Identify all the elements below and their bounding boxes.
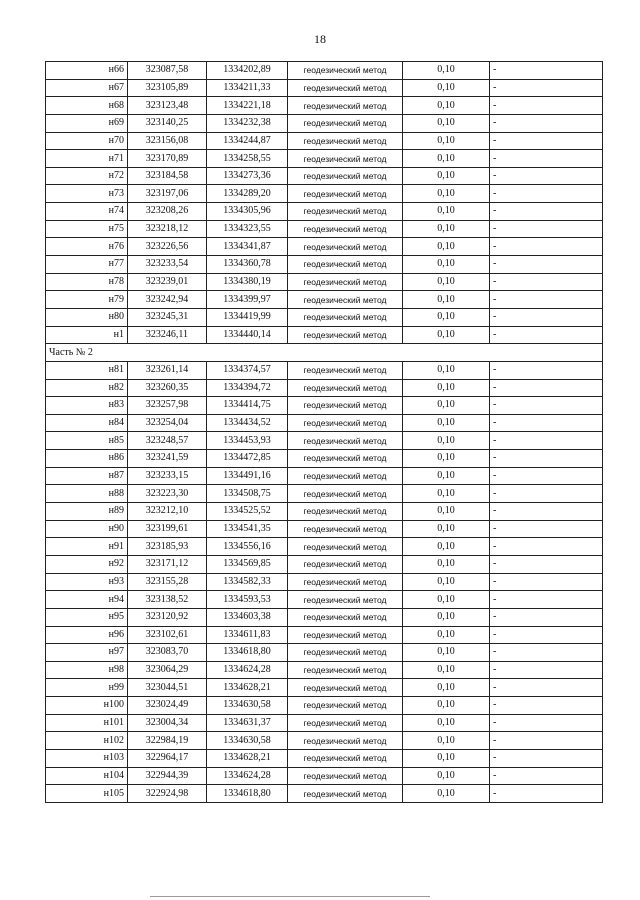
description-cell: -: [490, 326, 603, 344]
x-coordinate-cell: 323156,08: [128, 132, 207, 150]
point-cell: н79: [46, 291, 128, 309]
table-row: [46, 167, 603, 185]
method-cell: геодезический метод: [288, 450, 403, 468]
description-cell: -: [490, 732, 603, 750]
table-row: [46, 185, 603, 203]
table-row: [46, 785, 603, 803]
y-coordinate-cell: 1334541,35: [207, 520, 288, 538]
point-cell: н69: [46, 114, 128, 132]
x-coordinate-cell: 323242,94: [128, 291, 207, 309]
description-cell: -: [490, 414, 603, 432]
x-coordinate-cell: 323138,52: [128, 591, 207, 609]
accuracy-cell: 0,10: [403, 132, 490, 150]
table-row: [46, 114, 603, 132]
y-coordinate-cell: 1334341,87: [207, 238, 288, 256]
method-cell: геодезический метод: [288, 608, 403, 626]
table-row: [46, 626, 603, 644]
x-coordinate-cell: 323170,89: [128, 150, 207, 168]
description-cell: -: [490, 79, 603, 97]
x-coordinate-cell: 323083,70: [128, 644, 207, 662]
accuracy-cell: 0,10: [403, 97, 490, 115]
point-cell: н82: [46, 379, 128, 397]
x-coordinate-cell: 323064,29: [128, 661, 207, 679]
x-coordinate-cell: 323102,61: [128, 626, 207, 644]
point-cell: н97: [46, 644, 128, 662]
point-cell: н78: [46, 273, 128, 291]
description-cell: -: [490, 644, 603, 662]
point-cell: н77: [46, 256, 128, 274]
x-coordinate-cell: 322984,19: [128, 732, 207, 750]
point-cell: н70: [46, 132, 128, 150]
accuracy-cell: 0,10: [403, 256, 490, 274]
accuracy-cell: 0,10: [403, 150, 490, 168]
method-cell: геодезический метод: [288, 467, 403, 485]
point-cell: н71: [46, 150, 128, 168]
description-cell: -: [490, 555, 603, 573]
accuracy-cell: 0,10: [403, 767, 490, 785]
description-cell: -: [490, 203, 603, 221]
y-coordinate-cell: 1334374,57: [207, 361, 288, 379]
x-coordinate-cell: 323226,56: [128, 238, 207, 256]
description-cell: -: [490, 608, 603, 626]
table-row: [46, 450, 603, 468]
y-coordinate-cell: 1334624,28: [207, 661, 288, 679]
y-coordinate-cell: 1334211,33: [207, 79, 288, 97]
method-cell: геодезический метод: [288, 256, 403, 274]
table-row: [46, 361, 603, 379]
point-cell: н84: [46, 414, 128, 432]
accuracy-cell: 0,10: [403, 467, 490, 485]
description-cell: -: [490, 132, 603, 150]
table-row: [46, 661, 603, 679]
method-cell: геодезический метод: [288, 573, 403, 591]
method-cell: геодезический метод: [288, 714, 403, 732]
table-row: [46, 291, 603, 309]
description-cell: -: [490, 697, 603, 715]
table-row: [46, 150, 603, 168]
description-cell: -: [490, 626, 603, 644]
method-cell: геодезический метод: [288, 397, 403, 415]
accuracy-cell: 0,10: [403, 591, 490, 609]
description-cell: -: [490, 379, 603, 397]
x-coordinate-cell: 323218,12: [128, 220, 207, 238]
accuracy-cell: 0,10: [403, 450, 490, 468]
point-cell: н92: [46, 555, 128, 573]
accuracy-cell: 0,10: [403, 749, 490, 767]
y-coordinate-cell: 1334611,83: [207, 626, 288, 644]
table-row: [46, 732, 603, 750]
table-row: [46, 256, 603, 274]
method-cell: геодезический метод: [288, 220, 403, 238]
table-row: [46, 97, 603, 115]
y-coordinate-cell: 1334556,16: [207, 538, 288, 556]
accuracy-cell: 0,10: [403, 644, 490, 662]
y-coordinate-cell: 1334202,89: [207, 62, 288, 80]
accuracy-cell: 0,10: [403, 714, 490, 732]
y-coordinate-cell: 1334453,93: [207, 432, 288, 450]
point-cell: н99: [46, 679, 128, 697]
point-cell: н100: [46, 697, 128, 715]
method-cell: геодезический метод: [288, 767, 403, 785]
y-coordinate-cell: 1334258,55: [207, 150, 288, 168]
x-coordinate-cell: 323123,48: [128, 97, 207, 115]
method-cell: геодезический метод: [288, 150, 403, 168]
description-cell: -: [490, 679, 603, 697]
accuracy-cell: 0,10: [403, 661, 490, 679]
x-coordinate-cell: 323241,59: [128, 450, 207, 468]
table-row: [46, 538, 603, 556]
method-cell: геодезический метод: [288, 732, 403, 750]
y-coordinate-cell: 1334624,28: [207, 767, 288, 785]
x-coordinate-cell: 323199,61: [128, 520, 207, 538]
point-cell: н105: [46, 785, 128, 803]
accuracy-cell: 0,10: [403, 326, 490, 344]
y-coordinate-cell: 1334593,53: [207, 591, 288, 609]
accuracy-cell: 0,10: [403, 555, 490, 573]
method-cell: геодезический метод: [288, 661, 403, 679]
x-coordinate-cell: 323254,04: [128, 414, 207, 432]
y-coordinate-cell: 1334525,52: [207, 503, 288, 521]
method-cell: геодезический метод: [288, 626, 403, 644]
method-cell: геодезический метод: [288, 308, 403, 326]
description-cell: -: [490, 273, 603, 291]
table-row: [46, 203, 603, 221]
point-cell: н102: [46, 732, 128, 750]
table-row: [46, 132, 603, 150]
x-coordinate-cell: 323155,28: [128, 573, 207, 591]
x-coordinate-cell: 323171,12: [128, 555, 207, 573]
x-coordinate-cell: 322964,17: [128, 749, 207, 767]
x-coordinate-cell: 323257,98: [128, 397, 207, 415]
method-cell: геодезический метод: [288, 79, 403, 97]
table-row: [46, 679, 603, 697]
method-cell: геодезический метод: [288, 697, 403, 715]
table-row: [46, 608, 603, 626]
description-cell: -: [490, 150, 603, 168]
description-cell: -: [490, 308, 603, 326]
table-row: [46, 573, 603, 591]
point-cell: н93: [46, 573, 128, 591]
point-cell: н76: [46, 238, 128, 256]
accuracy-cell: 0,10: [403, 485, 490, 503]
y-coordinate-cell: 1334414,75: [207, 397, 288, 415]
description-cell: -: [490, 467, 603, 485]
accuracy-cell: 0,10: [403, 273, 490, 291]
y-coordinate-cell: 1334618,80: [207, 785, 288, 803]
coordinates-table-body: [46, 62, 603, 803]
description-cell: -: [490, 450, 603, 468]
point-cell: н98: [46, 661, 128, 679]
description-cell: -: [490, 767, 603, 785]
point-cell: н96: [46, 626, 128, 644]
y-coordinate-cell: 1334232,38: [207, 114, 288, 132]
x-coordinate-cell: 323212,10: [128, 503, 207, 521]
accuracy-cell: 0,10: [403, 432, 490, 450]
method-cell: геодезический метод: [288, 132, 403, 150]
x-coordinate-cell: 323248,57: [128, 432, 207, 450]
y-coordinate-cell: 1334289,20: [207, 185, 288, 203]
point-cell: н91: [46, 538, 128, 556]
y-coordinate-cell: 1334221,18: [207, 97, 288, 115]
accuracy-cell: 0,10: [403, 785, 490, 803]
x-coordinate-cell: 323184,58: [128, 167, 207, 185]
x-coordinate-cell: 323246,11: [128, 326, 207, 344]
description-cell: -: [490, 62, 603, 80]
x-coordinate-cell: 323105,89: [128, 79, 207, 97]
method-cell: геодезический метод: [288, 679, 403, 697]
accuracy-cell: 0,10: [403, 538, 490, 556]
accuracy-cell: 0,10: [403, 679, 490, 697]
point-cell: н89: [46, 503, 128, 521]
accuracy-cell: 0,10: [403, 114, 490, 132]
x-coordinate-cell: 323024,49: [128, 697, 207, 715]
x-coordinate-cell: 323185,93: [128, 538, 207, 556]
y-coordinate-cell: 1334582,33: [207, 573, 288, 591]
point-cell: н75: [46, 220, 128, 238]
accuracy-cell: 0,10: [403, 520, 490, 538]
y-coordinate-cell: 1334508,75: [207, 485, 288, 503]
table-row: [46, 432, 603, 450]
y-coordinate-cell: 1334472,85: [207, 450, 288, 468]
method-cell: геодезический метод: [288, 555, 403, 573]
accuracy-cell: 0,10: [403, 220, 490, 238]
description-cell: -: [490, 291, 603, 309]
table-row: [46, 503, 603, 521]
point-cell: н86: [46, 450, 128, 468]
description-cell: -: [490, 432, 603, 450]
accuracy-cell: 0,10: [403, 414, 490, 432]
accuracy-cell: 0,10: [403, 626, 490, 644]
method-cell: геодезический метод: [288, 361, 403, 379]
table-row: [46, 697, 603, 715]
y-coordinate-cell: 1334628,21: [207, 749, 288, 767]
y-coordinate-cell: 1334273,36: [207, 167, 288, 185]
description-cell: -: [490, 591, 603, 609]
accuracy-cell: 0,10: [403, 732, 490, 750]
method-cell: геодезический метод: [288, 203, 403, 221]
accuracy-cell: 0,10: [403, 397, 490, 415]
description-cell: -: [490, 785, 603, 803]
accuracy-cell: 0,10: [403, 291, 490, 309]
table-row: [46, 749, 603, 767]
accuracy-cell: 0,10: [403, 167, 490, 185]
table-row: [46, 414, 603, 432]
description-cell: -: [490, 238, 603, 256]
x-coordinate-cell: 323245,31: [128, 308, 207, 326]
table-row: [46, 467, 603, 485]
x-coordinate-cell: 323261,14: [128, 361, 207, 379]
x-coordinate-cell: 323087,58: [128, 62, 207, 80]
point-cell: н83: [46, 397, 128, 415]
section-header-row: [46, 344, 603, 362]
method-cell: геодезический метод: [288, 591, 403, 609]
table-row: [46, 714, 603, 732]
y-coordinate-cell: 1334440,14: [207, 326, 288, 344]
x-coordinate-cell: 322944,39: [128, 767, 207, 785]
accuracy-cell: 0,10: [403, 573, 490, 591]
coordinates-table: [45, 61, 603, 803]
y-coordinate-cell: 1334630,58: [207, 732, 288, 750]
table-row: [46, 485, 603, 503]
method-cell: геодезический метод: [288, 379, 403, 397]
y-coordinate-cell: 1334380,19: [207, 273, 288, 291]
y-coordinate-cell: 1334434,52: [207, 414, 288, 432]
y-coordinate-cell: 1334305,96: [207, 203, 288, 221]
y-coordinate-cell: 1334630,58: [207, 697, 288, 715]
description-cell: -: [490, 520, 603, 538]
description-cell: -: [490, 256, 603, 274]
description-cell: -: [490, 661, 603, 679]
description-cell: -: [490, 361, 603, 379]
point-cell: н101: [46, 714, 128, 732]
description-cell: -: [490, 220, 603, 238]
table-row: [46, 273, 603, 291]
description-cell: -: [490, 538, 603, 556]
method-cell: геодезический метод: [288, 167, 403, 185]
y-coordinate-cell: 1334394,72: [207, 379, 288, 397]
description-cell: -: [490, 749, 603, 767]
y-coordinate-cell: 1334419,99: [207, 308, 288, 326]
y-coordinate-cell: 1334628,21: [207, 679, 288, 697]
method-cell: геодезический метод: [288, 503, 403, 521]
table-row: [46, 520, 603, 538]
y-coordinate-cell: 1334631,37: [207, 714, 288, 732]
table-row: [46, 308, 603, 326]
accuracy-cell: 0,10: [403, 62, 490, 80]
description-cell: -: [490, 573, 603, 591]
x-coordinate-cell: 323004,34: [128, 714, 207, 732]
accuracy-cell: 0,10: [403, 185, 490, 203]
x-coordinate-cell: 323140,25: [128, 114, 207, 132]
point-cell: н88: [46, 485, 128, 503]
method-cell: геодезический метод: [288, 538, 403, 556]
table-row: [46, 238, 603, 256]
accuracy-cell: 0,10: [403, 608, 490, 626]
point-cell: н74: [46, 203, 128, 221]
point-cell: н103: [46, 749, 128, 767]
method-cell: геодезический метод: [288, 432, 403, 450]
accuracy-cell: 0,10: [403, 79, 490, 97]
description-cell: -: [490, 485, 603, 503]
y-coordinate-cell: 1334399,97: [207, 291, 288, 309]
accuracy-cell: 0,10: [403, 308, 490, 326]
point-cell: н66: [46, 62, 128, 80]
table-row: [46, 79, 603, 97]
x-coordinate-cell: 323233,54: [128, 256, 207, 274]
method-cell: геодезический метод: [288, 644, 403, 662]
table-row: [46, 555, 603, 573]
point-cell: н72: [46, 167, 128, 185]
point-cell: н67: [46, 79, 128, 97]
x-coordinate-cell: 323044,51: [128, 679, 207, 697]
y-coordinate-cell: 1334323,55: [207, 220, 288, 238]
x-coordinate-cell: 322924,98: [128, 785, 207, 803]
x-coordinate-cell: 323239,01: [128, 273, 207, 291]
point-cell: н1: [46, 326, 128, 344]
y-coordinate-cell: 1334360,78: [207, 256, 288, 274]
accuracy-cell: 0,10: [403, 238, 490, 256]
method-cell: геодезический метод: [288, 485, 403, 503]
table-row: [46, 767, 603, 785]
y-coordinate-cell: 1334569,85: [207, 555, 288, 573]
method-cell: геодезический метод: [288, 414, 403, 432]
y-coordinate-cell: 1334491,16: [207, 467, 288, 485]
accuracy-cell: 0,10: [403, 503, 490, 521]
method-cell: геодезический метод: [288, 326, 403, 344]
accuracy-cell: 0,10: [403, 697, 490, 715]
method-cell: геодезический метод: [288, 185, 403, 203]
x-coordinate-cell: 323233,15: [128, 467, 207, 485]
x-coordinate-cell: 323197,06: [128, 185, 207, 203]
y-coordinate-cell: 1334603,38: [207, 608, 288, 626]
accuracy-cell: 0,10: [403, 361, 490, 379]
accuracy-cell: 0,10: [403, 203, 490, 221]
method-cell: геодезический метод: [288, 114, 403, 132]
method-cell: геодезический метод: [288, 273, 403, 291]
x-coordinate-cell: 323223,30: [128, 485, 207, 503]
description-cell: -: [490, 185, 603, 203]
description-cell: -: [490, 167, 603, 185]
description-cell: -: [490, 97, 603, 115]
point-cell: н81: [46, 361, 128, 379]
x-coordinate-cell: 323120,92: [128, 608, 207, 626]
table-row: [46, 62, 603, 80]
method-cell: геодезический метод: [288, 62, 403, 80]
method-cell: геодезический метод: [288, 97, 403, 115]
point-cell: н80: [46, 308, 128, 326]
point-cell: н87: [46, 467, 128, 485]
y-coordinate-cell: 1334618,80: [207, 644, 288, 662]
point-cell: н95: [46, 608, 128, 626]
method-cell: геодезический метод: [288, 749, 403, 767]
page-number: 18: [314, 32, 326, 46]
accuracy-cell: 0,10: [403, 379, 490, 397]
method-cell: геодезический метод: [288, 520, 403, 538]
description-cell: -: [490, 114, 603, 132]
table-row: [46, 397, 603, 415]
point-cell: н85: [46, 432, 128, 450]
description-cell: -: [490, 503, 603, 521]
point-cell: н104: [46, 767, 128, 785]
description-cell: -: [490, 714, 603, 732]
section-title: Часть № 2: [46, 344, 603, 362]
point-cell: н90: [46, 520, 128, 538]
point-cell: н68: [46, 97, 128, 115]
x-coordinate-cell: 323260,35: [128, 379, 207, 397]
table-row: [46, 591, 603, 609]
table-row: [46, 644, 603, 662]
scan-bottom-edge: [150, 896, 430, 897]
table-row: [46, 379, 603, 397]
table-row: [46, 326, 603, 344]
description-cell: -: [490, 397, 603, 415]
y-coordinate-cell: 1334244,87: [207, 132, 288, 150]
method-cell: геодезический метод: [288, 291, 403, 309]
table-row: [46, 220, 603, 238]
method-cell: геодезический метод: [288, 238, 403, 256]
point-cell: н94: [46, 591, 128, 609]
point-cell: н73: [46, 185, 128, 203]
method-cell: геодезический метод: [288, 785, 403, 803]
x-coordinate-cell: 323208,26: [128, 203, 207, 221]
